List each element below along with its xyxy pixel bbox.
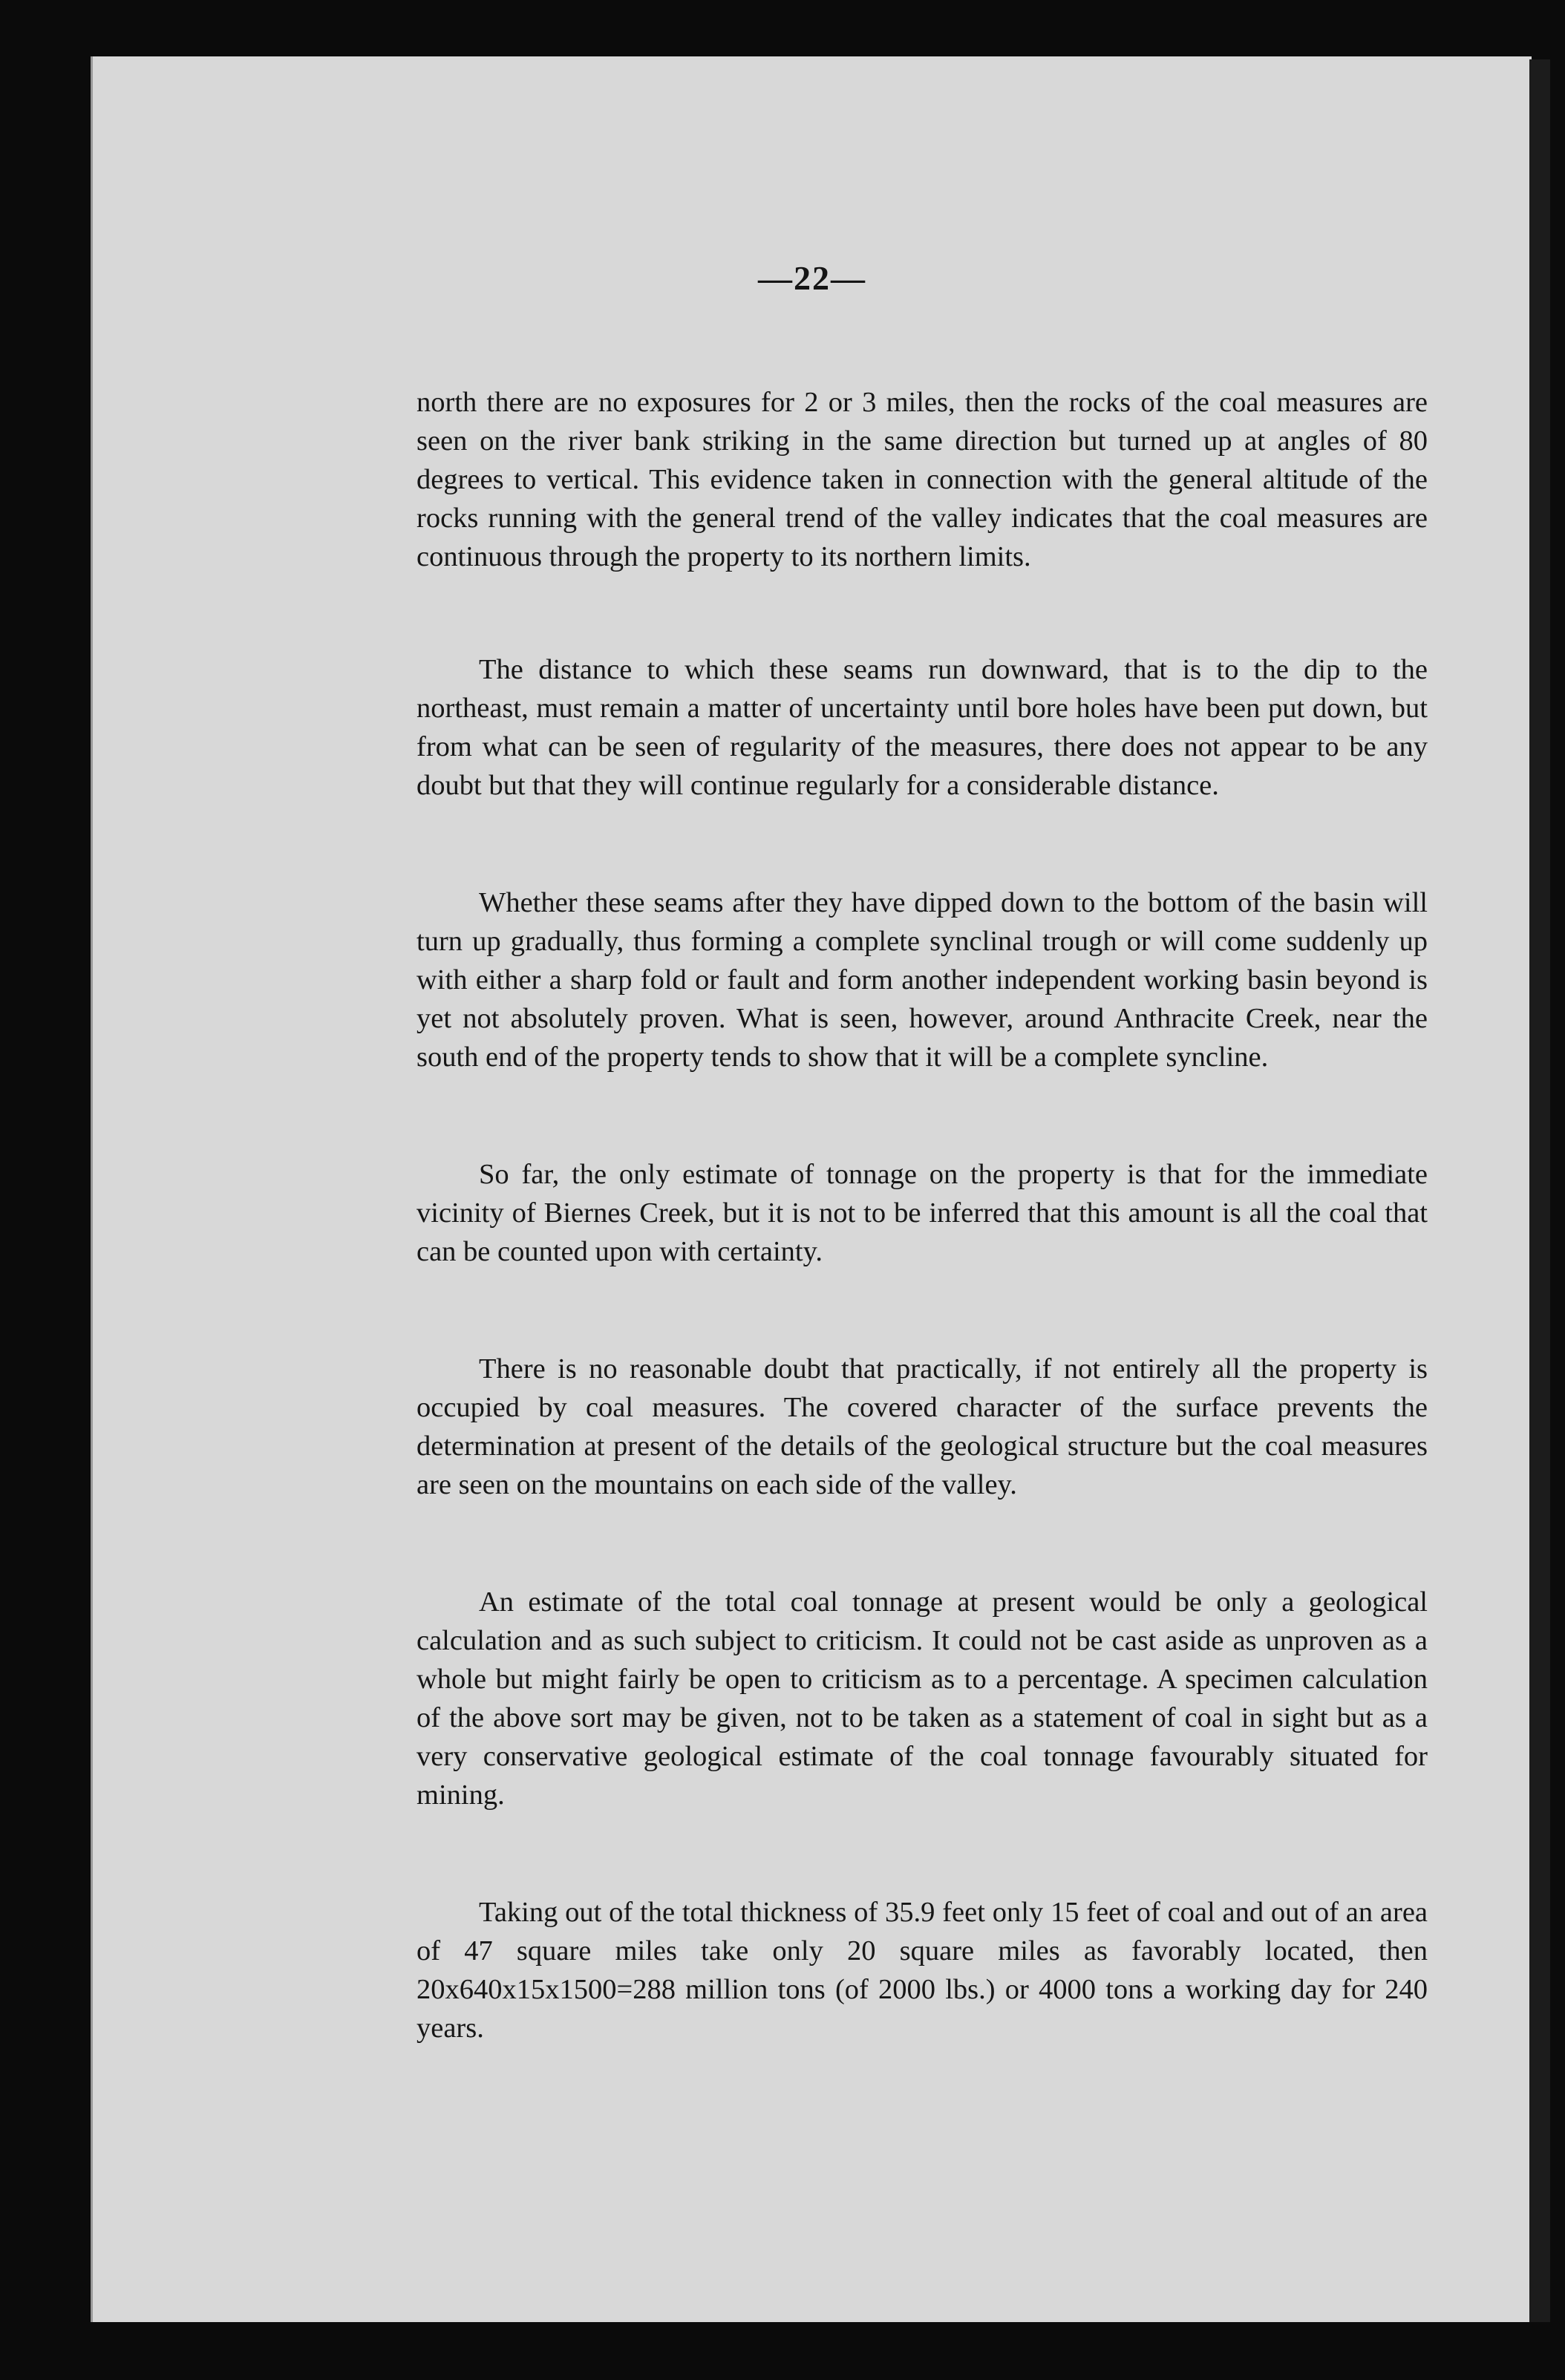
page-number: —22— — [758, 259, 866, 297]
paragraph-syncline: Whether these seams after they have dipped down to the bottom of the basin will turn up gradually, thus forming a complete synclinal trough or will come suddenly up with either a sharp fold or fault and form another independent working basin beyond is yet not absolutely proven. What is seen, however, around Anthracite Creek, near the south end of the property tends to show that it will be a complete syncline. — [416, 887, 1428, 1073]
paragraph-continuation: north there are no exposures for 2 or 3 miles, then the rocks of the coal measures are seen on the river bank striking in the same direction but turned up at angles of 80 degrees to vertical. This evidence taken in connection with the general altitude of the rocks running with the general trend of the valley indicates that the coal measures are continuous through the property to its northern limits. — [416, 387, 1428, 572]
paragraph-dip-uncertainty: The distance to which these seams run downward, that is to the dip to the northeast, must remain a matter of uncertainty until bore holes have been put down, but from what can be seen of regularity of the measures, there does not appear to be any doubt but that they will continue regularly for a considerable distance. — [416, 654, 1428, 801]
paragraph-coal-measures: There is no reasonable doubt that practically, if not entirely all the property is occupied by coal measures. The covered character of the surface prevents the determination at present of the details of the geological structure but the coal measures are seen on the mountains on each side of the valley. — [416, 1353, 1428, 1500]
paragraph-tonnage-estimate: So far, the only estimate of tonnage on the property is that for the immediate vicinity of Biernes Creek, but it is not to be inferred that this amount is all the coal that can be counted upon with certainty. — [416, 1159, 1428, 1267]
scanned-page — [91, 56, 1532, 2322]
body-text — [416, 383, 1428, 2126]
paragraph-geological-calculation: An estimate of the total coal tonnage at present would be only a geological calculation and as such subject to criticism. It could not be cast aside as unproven as a whole but might fairly be open to criticism as to a percentage. A specimen calculation of the above sort may be given, not to be taken as a statement of coal in sight but as a very conservative geological estimate of the coal tonnage favourably situated for mining. — [416, 1586, 1428, 1811]
page-gutter — [1529, 59, 1550, 2322]
paragraph-tonnage-calculation: Taking out of the total thickness of 35.9 feet only 15 feet of coal and out of an area of 47 square miles take only 20 square miles as favorably located, then 20x640x15x1500=288 million tons (of 2000 lbs.) or 4000 tons a working day for 240 years. — [416, 1897, 1428, 2044]
